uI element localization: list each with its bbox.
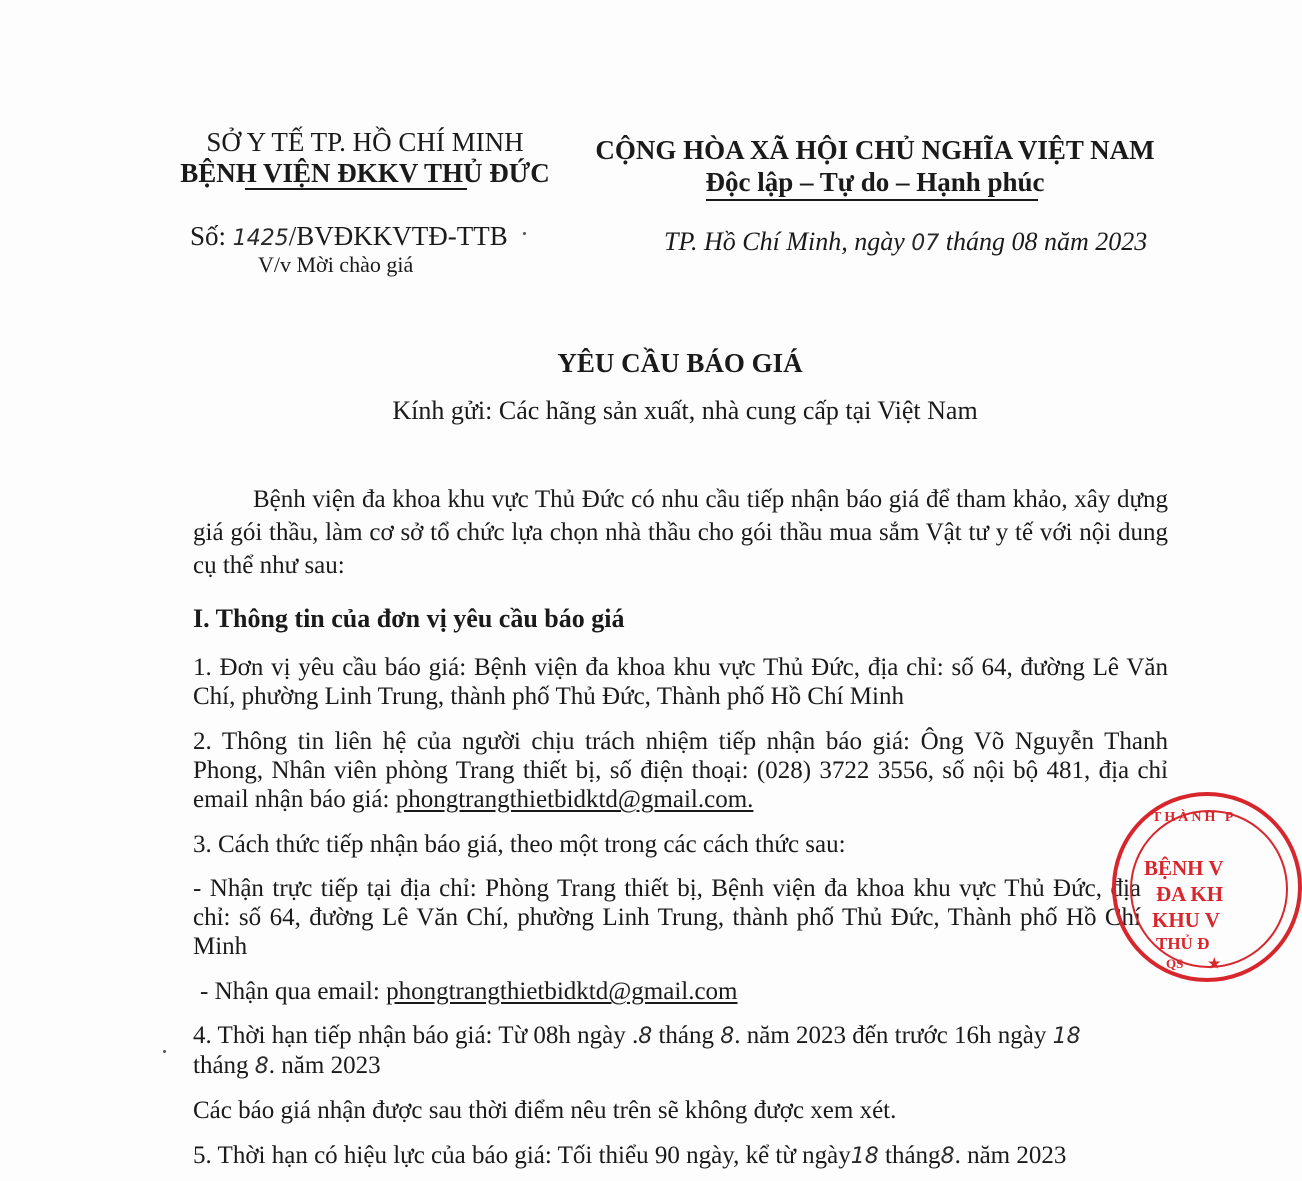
- date-day-handwritten: 07: [911, 231, 940, 256]
- seal-bottom-text: QS: [1166, 956, 1184, 971]
- item-4-text-e: . năm 2023: [268, 1052, 381, 1079]
- item-1: 1. Đơn vị yêu cầu báo giá: Bệnh viện đa khoa khu vực Thủ Đức, địa chỉ: số 64, đường Lê Văn Chí, phường Linh Trung, thành phố Thủ Đức, Thành phố Hồ Chí Minh: [193, 654, 1168, 710]
- contact-email-link[interactable]: phongtrangthietbidktd@gmail.com.: [395, 786, 754, 813]
- doc-number-prefix: Số:: [190, 221, 227, 251]
- item-4-day-handwritten: 8: [638, 1024, 653, 1049]
- item-4-note: Các báo giá nhận được sau thời điểm nêu trên sẽ không được xem xét.: [193, 1097, 897, 1124]
- document-date: [664, 226, 1147, 260]
- item-2: [193, 727, 1168, 814]
- ministry-name: SỞ Y TẾ TP. HỒ CHÍ MINH: [206, 127, 524, 157]
- intro-paragraph: Bệnh viện đa khoa khu vực Thủ Đức có nhu cầu tiếp nhận báo giá để tham khảo, xây dựng giá gói thầu, làm cơ sở tổ chức lựa chọn nhà thầu cho gói thầu mua sắm Vật tư y tế với nội dung cụ thể như sau:: [193, 486, 1168, 579]
- item-3-email-prefix: - Nhận qua email:: [200, 978, 380, 1005]
- recipient-line: Kính gửi: Các hãng sản xuất, nhà cung cấp tại Việt Nam: [392, 396, 978, 425]
- submission-email-link[interactable]: phongtrangthietbidktd@gmail.com: [386, 978, 738, 1005]
- doc-number-suffix: /BVĐKKVTĐ-TTB: [288, 221, 508, 251]
- item-4-end-month-handwritten: 8: [254, 1054, 269, 1079]
- item-3-direct: - Nhận trực tiếp tại địa chỉ: Phòng Trang thiết bị, Bệnh viện đa khoa khu vực Thủ Đức, địa chỉ: số 64, đường Lê Văn Chí, phường Linh Trung, thành phố Thủ Đức, Thành phố Hồ Chí Minh: [193, 875, 1141, 960]
- scan-speck: [163, 1050, 166, 1053]
- item-4-text-c: . năm 2023 đến trước 16h ngày: [734, 1022, 1053, 1049]
- item-4-text-a: 4. Thời hạn tiếp nhận báo giá: Từ 08h ngày .: [193, 1022, 639, 1049]
- doc-number-handwritten: 1425: [232, 226, 289, 251]
- item-4: [193, 1021, 1153, 1081]
- seal-line-3: KHU V: [1152, 908, 1220, 932]
- item-5-month-handwritten: 8: [940, 1144, 955, 1169]
- item-2-text: 2. Thông tin liên hệ của người chịu trách nhiệm tiếp nhận báo giá: Ông Võ Nguyễn Thanh Phong, Nhân viên phòng Trang thiết bị, số điện thoại: (028) 3722 3556, số nội bộ 481, địa chỉ email nhận báo giá:: [193, 728, 1168, 813]
- seal-line-1: BỆNH V: [1144, 856, 1224, 880]
- item-3-email-line: [200, 977, 738, 1006]
- section-heading: I. Thông tin của đơn vị yêu cầu báo giá: [193, 604, 625, 633]
- item-5: [193, 1141, 1066, 1171]
- national-motto: Độc lập – Tự do – Hạnh phúc: [705, 167, 1045, 197]
- seal-line-2: ĐA KH: [1156, 882, 1224, 906]
- document-title: YÊU CẦU BÁO GIÁ: [557, 348, 803, 378]
- date-suffix: tháng 08 năm 2023: [945, 227, 1148, 256]
- official-seal: [1112, 792, 1302, 982]
- national-title: CỘNG HÒA XÃ HỘI CHỦ NGHĨA VIỆT NAM: [595, 135, 1155, 165]
- item-4-text-b: tháng: [652, 1022, 721, 1049]
- motto-underline: [706, 199, 1038, 201]
- item-5-text-c: . năm 2023: [954, 1142, 1067, 1169]
- item-4-month-handwritten: 8: [720, 1024, 735, 1049]
- item-5-text-a: 5. Thời hạn có hiệu lực của báo giá: Tối thiểu 90 ngày, kể từ ngày: [193, 1142, 851, 1169]
- seal-star-icon: ★: [1208, 957, 1221, 972]
- seal-line-4: THỦ Đ: [1156, 934, 1210, 953]
- hospital-name-underline: [245, 188, 467, 190]
- hospital-name: BỆNH VIỆN ĐKKV THỦ ĐỨC: [180, 158, 550, 188]
- item-4-end-day-handwritten: 18: [1052, 1024, 1081, 1049]
- document-number: [190, 220, 508, 255]
- seal-top-arc: THÀNH P: [1152, 810, 1237, 825]
- date-prefix: TP. Hồ Chí Minh, ngày: [664, 227, 905, 256]
- item-3: 3. Cách thức tiếp nhận báo giá, theo một trong các cách thức sau:: [193, 831, 846, 858]
- item-4-text-d: tháng: [193, 1052, 255, 1079]
- item-5-text-b: tháng: [878, 1142, 941, 1169]
- scan-speck: [523, 232, 526, 235]
- item-5-day-handwritten: 18: [850, 1144, 879, 1169]
- document-subject: V/v Mời chào giá: [258, 252, 414, 277]
